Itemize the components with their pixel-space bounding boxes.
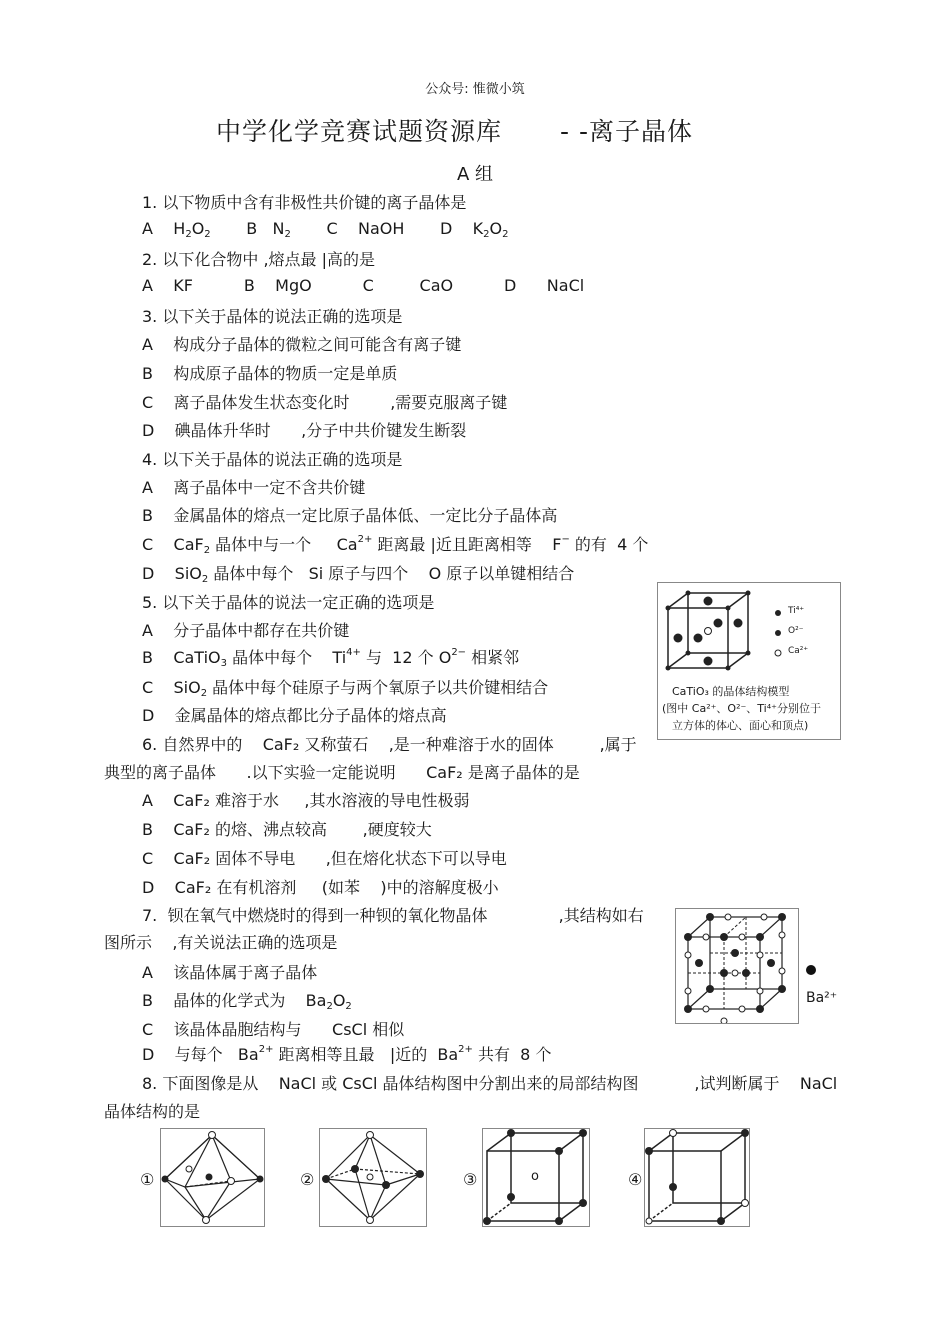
- q8-figure-2: [319, 1128, 427, 1227]
- q7-option-c: C 该晶体晶胞结构与 CsCl 相似: [142, 1020, 405, 1039]
- q3-stem: 3. 以下关于晶体的说法正确的选项是: [142, 307, 403, 326]
- page-title: 中学化学竞赛试题资源库: [216, 117, 503, 146]
- q1-options: A H2O2 B N2 C NaOH D K2O2: [142, 219, 509, 240]
- q7-option-d: D 与每个 $Ba^{2+}$ 距离相等且最 |近的 $Ba^{2+}$ 共有 8 个: [142, 1044, 552, 1064]
- q7-stem-1: 7. 钡在氧气中燃烧时的得到一种钡的氧化物晶体 ,其结构如右: [142, 906, 644, 925]
- q8-stem-1: 8. 下面图像是从 NaCl 或 CsCl 晶体结构图中分割出来的局部结构图 ,试判断属于 NaCl: [142, 1074, 838, 1093]
- q5-option-a: A 分子晶体中都存在共价键: [142, 621, 350, 640]
- q5-option-c: C SiO2 晶体中每个硅原子与两个氧原子以共价键相结合: [142, 678, 549, 699]
- group-heading: A 组: [456, 164, 494, 185]
- q7-option-a: A 该晶体属于离子晶体: [142, 963, 318, 982]
- q4-stem: 4. 以下关于晶体的说法正确的选项是: [142, 450, 403, 469]
- q8-figure-3: [482, 1128, 590, 1227]
- catio3-figure: [657, 582, 841, 740]
- ba-legend-label: Ba²⁺: [806, 990, 838, 1006]
- q8-figure-1: [160, 1128, 265, 1227]
- q5-option-b: B CaTiO3 晶体中每个 $Ti^{4+}$ 与 12 个 $O^{2-}$ 相紧邻: [142, 647, 520, 669]
- q6-option-d: D CaF₂ 在有机溶剂 (如苯 )中的溶解度极小: [142, 878, 499, 897]
- legend-ca: Ca²⁺: [788, 646, 809, 656]
- catio3-caption-1: CaTiO₃ 的晶体结构模型: [672, 685, 790, 698]
- q6-option-b: B CaF₂ 的熔、沸点较高 ,硬度较大: [142, 820, 432, 839]
- q6-option-a: A CaF₂ 难溶于水 ,其水溶液的导电性极弱: [142, 791, 470, 810]
- q6-stem-2: 典型的离子晶体 .以下实验一定能说明 CaF₂ 是离子晶体的是: [104, 763, 580, 782]
- q3-option-c: C 离子晶体发生状态变化时 ,需要克服离子键: [142, 393, 508, 412]
- q7-option-b: B 晶体的化学式为 Ba2O2: [142, 991, 352, 1012]
- q2-stem: 2. 以下化合物中 ,熔点最 |高的是: [142, 250, 376, 269]
- q4-option-b: B 金属晶体的熔点一定比原子晶体低、一定比分子晶体高: [142, 506, 558, 525]
- fig3-center-label: o: [531, 1169, 539, 1184]
- q5-stem: 5. 以下关于晶体的说法一定正确的选项是: [142, 593, 435, 612]
- catio3-caption-2: (图中 Ca²⁺、O²⁻、Ti⁴⁺分别位于: [662, 702, 821, 715]
- q3-option-a: A 构成分子晶体的微粒之间可能含有离子键: [142, 335, 462, 354]
- q7-stem-2: 图所示 ,有关说法正确的选项是: [104, 933, 338, 952]
- q4-option-d: D SiO2 晶体中每个 Si 原子与四个 O 原子以单键相结合: [142, 564, 575, 585]
- catio3-cube-diagram: [658, 583, 840, 683]
- fig-label-1: ①: [140, 1170, 155, 1189]
- catio3-caption-3: 立方体的体心、面心和顶点): [672, 719, 809, 732]
- legend-o: O²⁻: [788, 626, 804, 636]
- bao2-cube-diagram: [676, 909, 798, 1023]
- q4-option-c: C CaF2 晶体中与一个 $Ca^{2+}$ 距离最 |近且距离相等 F− 的有 4 个: [142, 534, 649, 556]
- q3-option-b: B 构成原子晶体的物质一定是单质: [142, 364, 398, 383]
- q4-option-a: A 离子晶体中一定不含共价键: [142, 478, 366, 497]
- page-header: 公众号: 惟微小筑: [425, 82, 525, 97]
- page-title-suffix: - -离子晶体: [560, 117, 693, 146]
- fig-label-2: ②: [300, 1170, 315, 1189]
- fig-label-3: ③: [463, 1170, 478, 1189]
- bao2-figure: [675, 908, 799, 1024]
- ba-legend-dot: [804, 963, 818, 977]
- q8-figure-4: [644, 1128, 750, 1227]
- q8-stem-2: 晶体结构的是: [104, 1102, 201, 1121]
- q2-options: A KF B MgO C CaO D NaCl: [142, 276, 585, 295]
- fig-label-4: ④: [628, 1170, 643, 1189]
- q6-option-c: C CaF₂ 固体不导电 ,但在熔化状态下可以导电: [142, 849, 507, 868]
- q5-option-d: D 金属晶体的熔点都比分子晶体的熔点高: [142, 706, 447, 725]
- q1-stem: 1. 以下物质中含有非极性共价键的离子晶体是: [142, 193, 467, 212]
- legend-ti: Ti⁴⁺: [788, 606, 805, 616]
- q3-option-d: D 碘晶体升华时 ,分子中共价键发生断裂: [142, 421, 467, 440]
- q6-stem-1: 6. 自然界中的 CaF₂ 又称萤石 ,是一种难溶于水的固体 ,属于: [142, 735, 637, 754]
